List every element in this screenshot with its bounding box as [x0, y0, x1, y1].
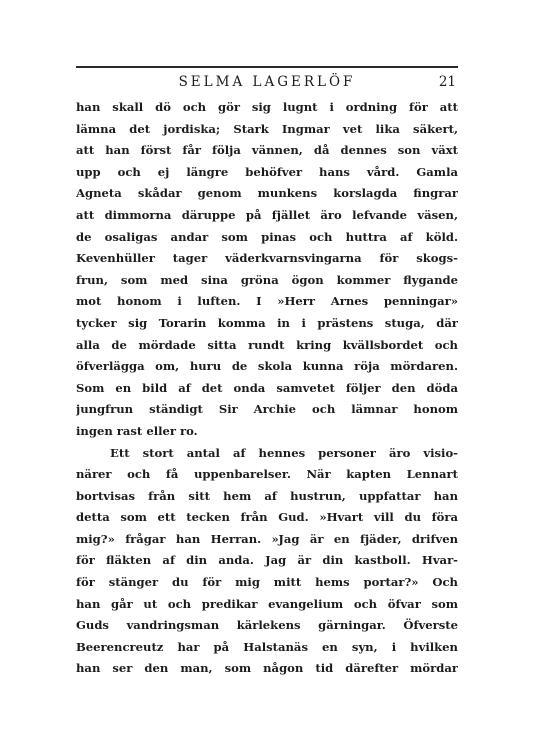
- text-line: han går ut och predikar evangelium och öfvar som: [76, 596, 458, 611]
- text-line: närer och få uppenbarelser. När kapten Lennart: [76, 467, 458, 482]
- header-author: SELMA LAGERLÖF: [178, 74, 356, 90]
- body-text: [76, 97, 458, 680]
- text-line: han skall dö och gör sig lugnt i ordning för att: [76, 100, 458, 114]
- page-number: 21: [438, 74, 456, 90]
- text-line: han ser den man, som någon tid därefter mördar: [76, 661, 458, 676]
- text-line: att dimmorna däruppe på fjället äro lefvande väsen,: [76, 207, 458, 222]
- text-line: alla de mördade sitta rundt kring kvällsbordet och: [76, 337, 458, 352]
- text-line: mot honom i luften. I »Herr Arnes penningar»: [76, 294, 458, 309]
- text-line: frun, som med sina gröna ögon kommer flygande: [76, 272, 458, 287]
- paragraph-start-line: Ett stort antal af hennes personer äro visio-: [110, 445, 458, 460]
- text-line: upp och ej längre behöfver hans vård. Gamla: [76, 164, 458, 179]
- text-line: detta som ett tecken från Gud. »Hvart vill du föra: [76, 510, 458, 525]
- text-line: lämna det jordiska; Stark Ingmar vet lika säkert,: [76, 121, 458, 136]
- text-line: tycker sig Torarin komma in i prästens stuga, där: [76, 315, 458, 330]
- text-line: Agneta skådar genom munkens korslagda fingrar: [76, 186, 458, 201]
- text-line: öfverlägga om, huru de skola kunna röja mördaren.: [76, 359, 458, 374]
- text-line: Kevenhüller tager väderkvarnsvingarna för skogs-: [76, 251, 458, 266]
- text-line: för fläkten af din anda. Jag är din kastboll. Hvar-: [76, 553, 458, 568]
- text-line: Guds vandringsman kärlekens gärningar. Öfverste: [76, 618, 458, 633]
- text-line: Som en bild af det onda samvetet följer den döda: [76, 380, 458, 395]
- running-head: [76, 74, 458, 96]
- text-line: jungfrun ständigt Sir Archie och lämnar honom: [76, 402, 458, 417]
- text-line: Beerencreutz har på Halstanäs en syn, i hvilken: [76, 639, 458, 654]
- text-line: bortvisas från sitt hem af hustrun, uppfattar han: [76, 488, 458, 503]
- text-line: för stänger du för mig mitt hems portar?» Och: [76, 575, 458, 590]
- paragraph-end-line: ingen rast eller ro.: [76, 423, 198, 438]
- header-rule: [76, 66, 458, 68]
- text-line: mig?» frågar han Herran. »Jag är en fjäder, drifven: [76, 531, 458, 546]
- text-line: att han först får följa vännen, då dennes son växt: [76, 143, 458, 158]
- text-line: de osaligas andar som pinas och huttra af köld.: [76, 229, 458, 244]
